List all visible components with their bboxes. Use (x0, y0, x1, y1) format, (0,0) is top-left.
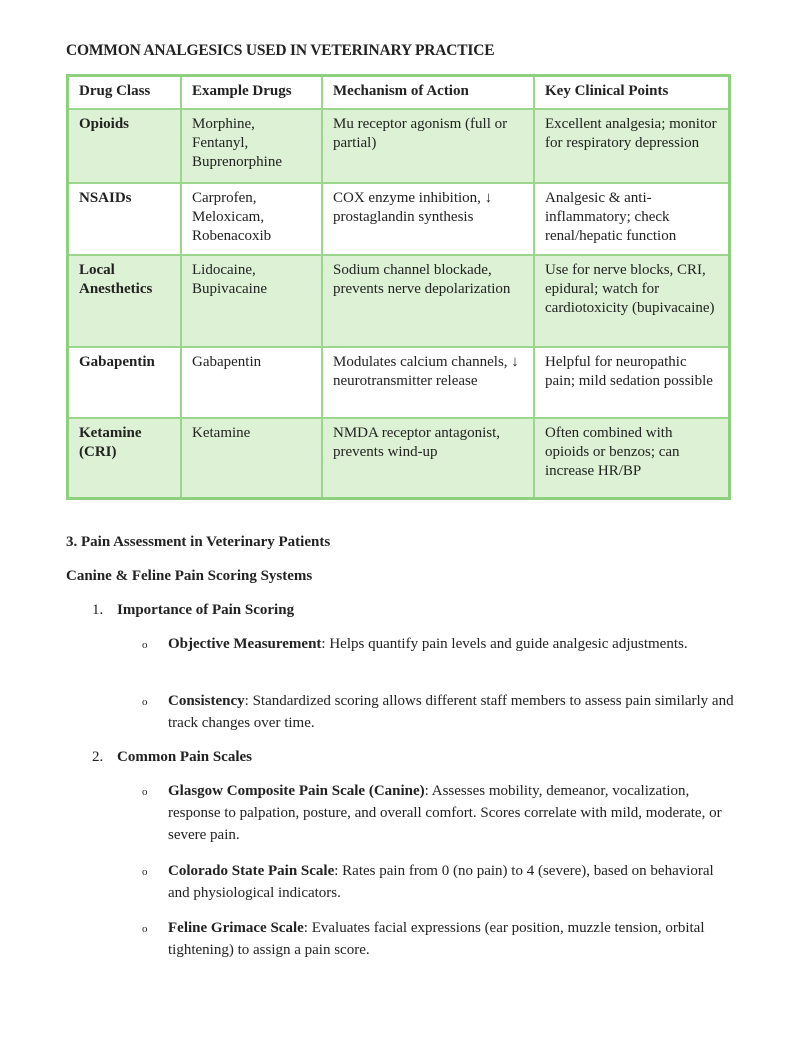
list-item (168, 780, 738, 846)
table-row (68, 109, 730, 183)
item-term: Glasgow Composite Pain Scale (Canine) (168, 783, 425, 799)
drug-class-cell: Ketamine (CRI) (68, 418, 182, 498)
list-item (168, 690, 738, 734)
table-cell: Gabapentin (181, 347, 322, 418)
header-cell: Example Drugs (181, 76, 322, 110)
table-row (68, 418, 730, 498)
section-heading: 3. Pain Assessment in Veterinary Patients (66, 534, 331, 550)
drug-class-cell: Local Anesthetics (68, 255, 182, 347)
table-cell: NMDA receptor antagonist, prevents wind-up (322, 418, 534, 498)
header-cell: Mechanism of Action (322, 76, 534, 110)
drug-class-cell: Opioids (68, 109, 182, 183)
item-text: : Rates pain from 0 (no pain) to 4 (severe), based on behavioral and physiological indicators. (168, 863, 714, 901)
analgesics-table (66, 74, 731, 500)
header-cell: Drug Class (68, 76, 182, 110)
table-row (68, 255, 730, 347)
list-number: 2. (92, 749, 104, 765)
table-cell: Excellent analgesia; monitor for respiratory depression (534, 109, 730, 183)
table-cell: Carprofen, Meloxicam, Robenacoxib (181, 183, 322, 255)
list-item (168, 917, 738, 961)
list-item (168, 860, 738, 904)
bullet-icon: o (142, 786, 148, 798)
bullet-icon: o (142, 866, 148, 878)
bullet-icon: o (142, 923, 148, 935)
bullet-icon: o (142, 696, 148, 708)
item-text: : Helps quantify pain levels and guide analgesic adjustments. (321, 636, 688, 652)
table-row (68, 347, 730, 418)
item-term: Colorado State Pain Scale (168, 863, 335, 879)
list-number: 1. (92, 602, 104, 618)
table-cell: Modulates calcium channels, ↓ neurotransmitter release (322, 347, 534, 418)
item-text: : Standardized scoring allows different staff members to assess pain similarly and track changes over time. (168, 693, 734, 731)
subheading: Canine & Feline Pain Scoring Systems (66, 568, 313, 584)
table-cell: Often combined with opioids or benzos; can increase HR/BP (534, 418, 730, 498)
table-cell: Mu receptor agonism (full or partial) (322, 109, 534, 183)
item-term: Consistency (168, 693, 245, 709)
table-cell: Morphine, Fentanyl, Buprenorphine (181, 109, 322, 183)
table-cell: Analgesic & anti-inflammatory; check renal/hepatic function (534, 183, 730, 255)
table-cell: Ketamine (181, 418, 322, 498)
list-title: Importance of Pain Scoring (117, 602, 295, 618)
table-title: COMMON ANALGESICS USED IN VETERINARY PRACTICE (66, 42, 495, 59)
table-cell: Lidocaine, Bupivacaine (181, 255, 322, 347)
table-cell: COX enzyme inhibition, ↓ prostaglandin synthesis (322, 183, 534, 255)
item-term: Objective Measurement (168, 636, 322, 652)
drug-class-cell: NSAIDs (68, 183, 182, 255)
item-text: : Assesses mobility, demeanor, vocalization, response to palpation, posture, and overall comfort. Scores correlate with mild, moderate, or severe pain. (168, 783, 722, 843)
list-item (168, 633, 738, 655)
item-term: Feline Grimace Scale (168, 920, 304, 936)
table-header-row (68, 76, 730, 110)
list-title: Common Pain Scales (117, 749, 252, 765)
table-cell: Sodium channel blockade, prevents nerve depolarization (322, 255, 534, 347)
item-text: : Evaluates facial expressions (ear position, muzzle tension, orbital tightening) to assign a pain score. (168, 920, 705, 958)
header-cell: Key Clinical Points (534, 76, 730, 110)
table-cell: Use for nerve blocks, CRI, epidural; watch for cardiotoxicity (bupivacaine) (534, 255, 730, 347)
table-row (68, 183, 730, 255)
table-cell: Helpful for neuropathic pain; mild sedation possible (534, 347, 730, 418)
drug-class-cell: Gabapentin (68, 347, 182, 418)
bullet-icon: o (142, 639, 148, 651)
